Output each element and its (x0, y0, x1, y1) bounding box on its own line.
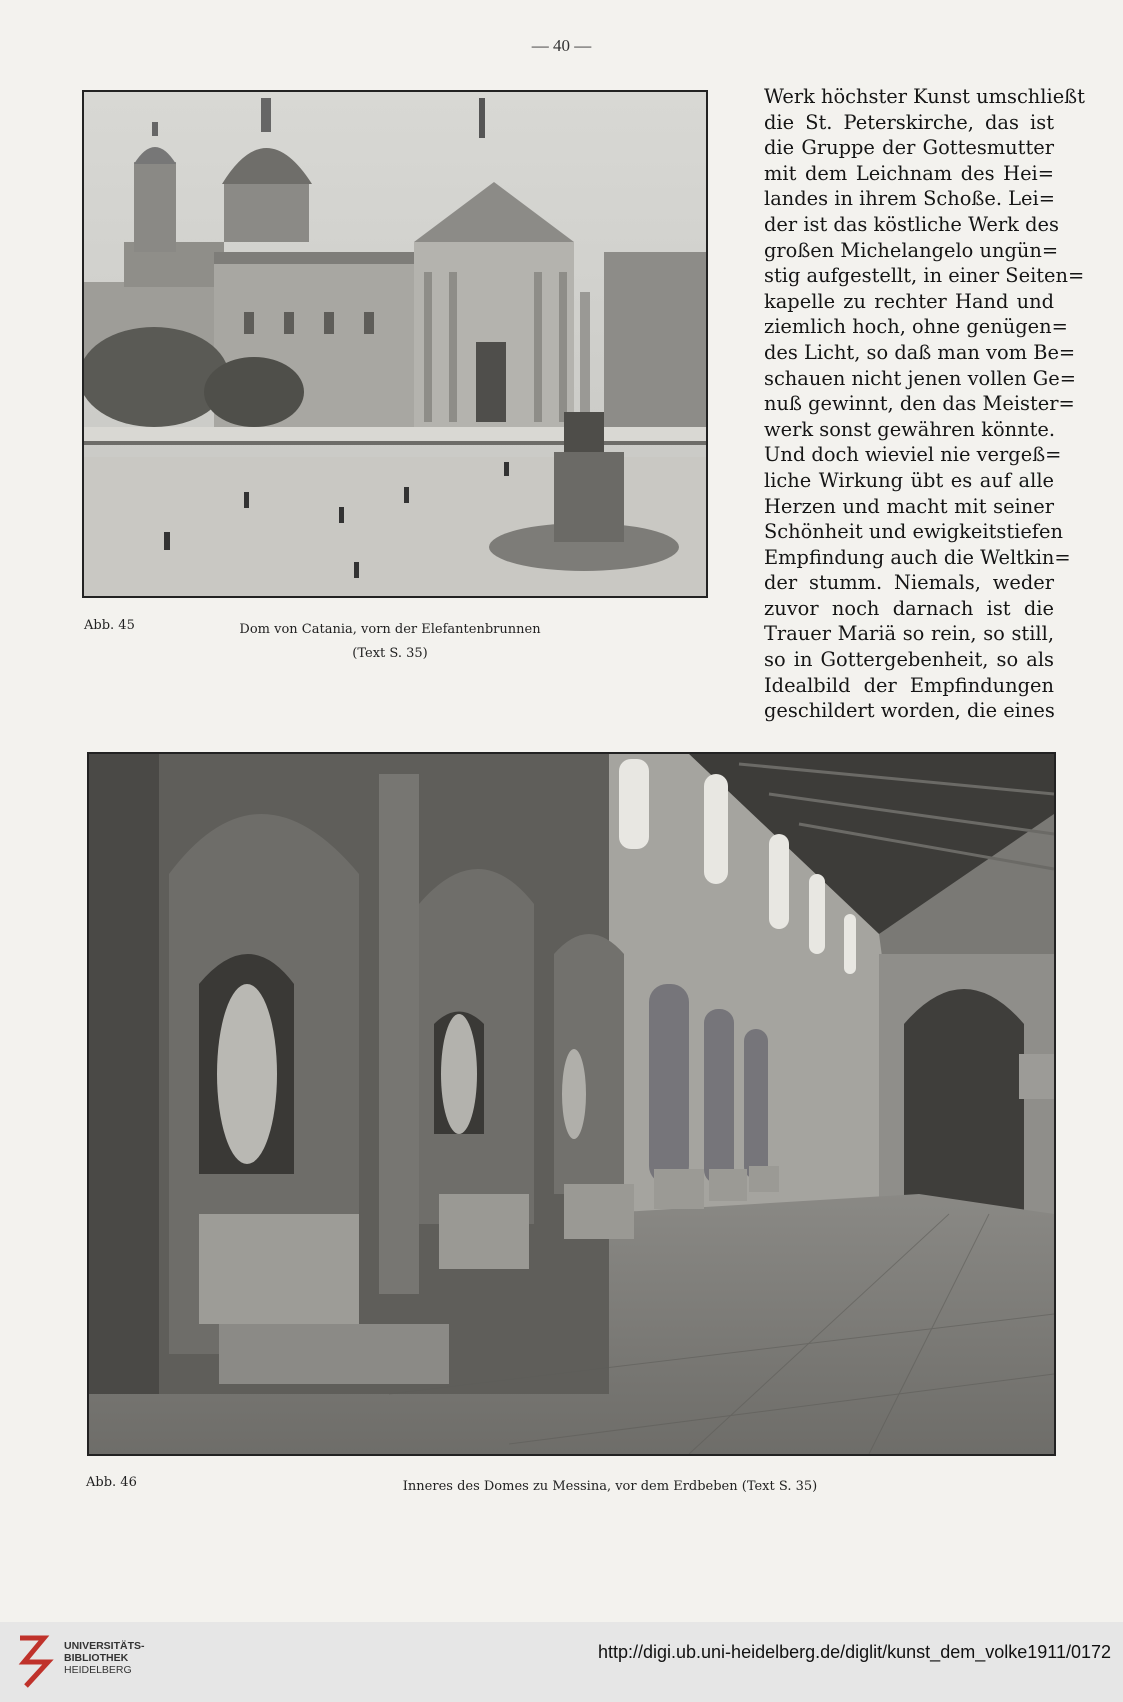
body-line: Schönheit und ewigkeitstiefen (764, 520, 1063, 544)
figure-45-caption (200, 618, 580, 666)
figure-45-caption-line1: Dom von Catania, vorn der Elefantenbrunnen (239, 622, 541, 637)
body-line: Herzen und macht mit seiner (764, 494, 1054, 518)
figure-45-label: Abb. 45 (84, 618, 135, 633)
body-line: landes in ihrem Schoße. Lei= (764, 187, 1055, 211)
body-line: der ist das köstliche Werk des (764, 212, 1059, 236)
body-line: der stumm. Niemals, weder (764, 571, 1054, 595)
body-line: schauen nicht jenen vollen Ge= (764, 366, 1076, 390)
body-line: des Licht, so daß man vom Be= (764, 340, 1076, 364)
body-line: ziemlich hoch, ohne genügen= (764, 315, 1068, 339)
footer-bar (0, 1622, 1123, 1702)
body-line: großen Michelangelo ungün= (764, 238, 1059, 262)
body-line: mit dem Leichnam des Hei= (764, 161, 1054, 185)
library-logo-icon (14, 1630, 54, 1690)
figure-45-photo (82, 90, 708, 598)
body-line: so in Gottergebenheit, so als (764, 648, 1054, 672)
figure-46-photo (87, 752, 1056, 1456)
catania-cathedral-image (84, 92, 706, 596)
body-line: zuvor noch darnach ist die (764, 596, 1054, 620)
body-line: geschildert worden, die eines (764, 699, 1055, 723)
body-text-column (764, 84, 1085, 724)
body-line: liche Wirkung übt es auf alle (764, 468, 1054, 492)
body-line: Trauer Mariä so rein, so still, (764, 622, 1054, 646)
library-name-line1: UNIVERSITÄTS- (64, 1640, 145, 1652)
page-number: — 40 — (531, 36, 592, 55)
library-name (64, 1640, 145, 1676)
library-name-line2: BIBLIOTHEK (64, 1652, 129, 1664)
library-name-line3: HEIDELBERG (64, 1664, 132, 1676)
figure-46-label: Abb. 46 (86, 1475, 137, 1490)
body-line: Und doch wieviel nie vergeß= (764, 443, 1062, 467)
permalink-url[interactable]: http://digi.ub.uni-heidelberg.de/diglit/kunst_dem_volke1911/0172 (597, 1642, 1111, 1662)
body-line: die St. Peterskirche, das ist (764, 110, 1054, 134)
body-line: stig aufgestellt, in einer Seiten= (764, 264, 1085, 288)
body-line: werk sonst gewähren könnte. (764, 417, 1056, 441)
body-line: kapelle zu rechter Hand und (764, 289, 1054, 313)
body-line: die Gruppe der Gottesmutter (764, 136, 1054, 160)
messina-interior-image (89, 754, 1054, 1454)
body-line: Werk höchster Kunst umschließt (764, 85, 1085, 108)
figure-45-caption-line2: (Text S. 35) (352, 646, 428, 661)
body-line: Empfindung auch die Weltkin= (764, 545, 1071, 569)
figure-46-caption: Inneres des Domes zu Messina, vor dem Erdbeben (Text S. 35) (402, 1479, 818, 1494)
body-line: Idealbild der Empfindungen (764, 673, 1054, 697)
body-line: nuß gewinnt, den das Meister= (764, 392, 1075, 416)
